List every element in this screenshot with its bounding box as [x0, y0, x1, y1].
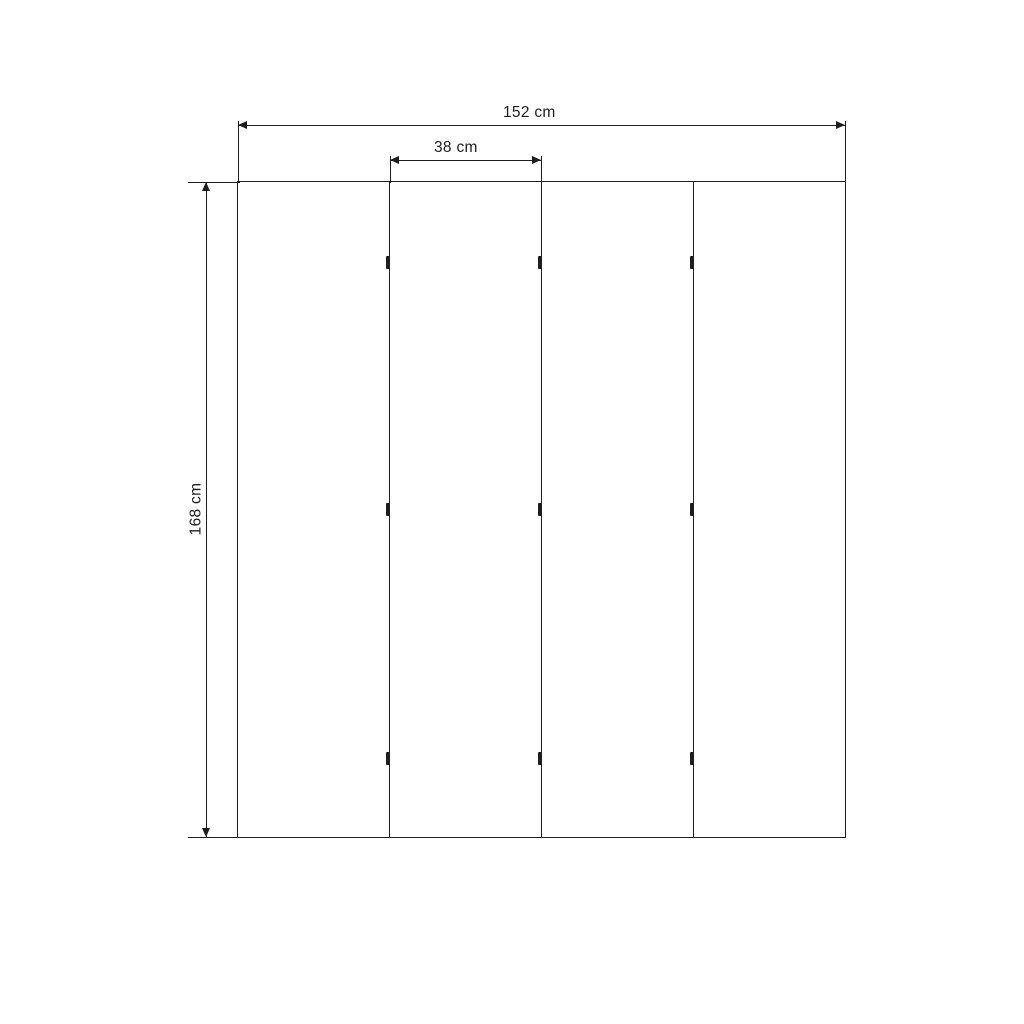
hinge-2-top [538, 256, 542, 269]
hinge-3-middle [690, 503, 694, 516]
panel-2 [389, 181, 542, 838]
height-label: 168 cm [187, 476, 205, 543]
height-ext-bottom [188, 837, 240, 838]
total-width-ext-left [238, 121, 239, 183]
height-arrow-top [202, 182, 210, 191]
total-width-dimension-line [238, 125, 845, 126]
height-arrow-bottom [202, 828, 210, 837]
hinge-3-top [690, 256, 694, 269]
panel-4 [693, 181, 846, 838]
panel-width-ext-right [541, 156, 542, 183]
total-width-arrow-right [836, 121, 845, 129]
hinge-3-bottom [690, 752, 694, 765]
hinge-1-bottom [386, 752, 390, 765]
hinge-1-top [386, 256, 390, 269]
height-dimension-line [206, 182, 207, 837]
hinge-1-middle [386, 503, 390, 516]
panel-1 [237, 181, 390, 838]
hinge-2-middle [538, 503, 542, 516]
panel-width-arrow-left [390, 156, 399, 164]
total-width-arrow-left [238, 121, 247, 129]
panel-width-arrow-right [532, 156, 541, 164]
total-width-ext-right [845, 121, 846, 183]
total-width-label: 152 cm [496, 104, 563, 122]
panel-3 [541, 181, 694, 838]
panel-width-dimension-line [390, 160, 541, 161]
panel-width-label: 38 cm [427, 139, 485, 157]
hinge-2-bottom [538, 752, 542, 765]
height-ext-top [188, 182, 240, 183]
